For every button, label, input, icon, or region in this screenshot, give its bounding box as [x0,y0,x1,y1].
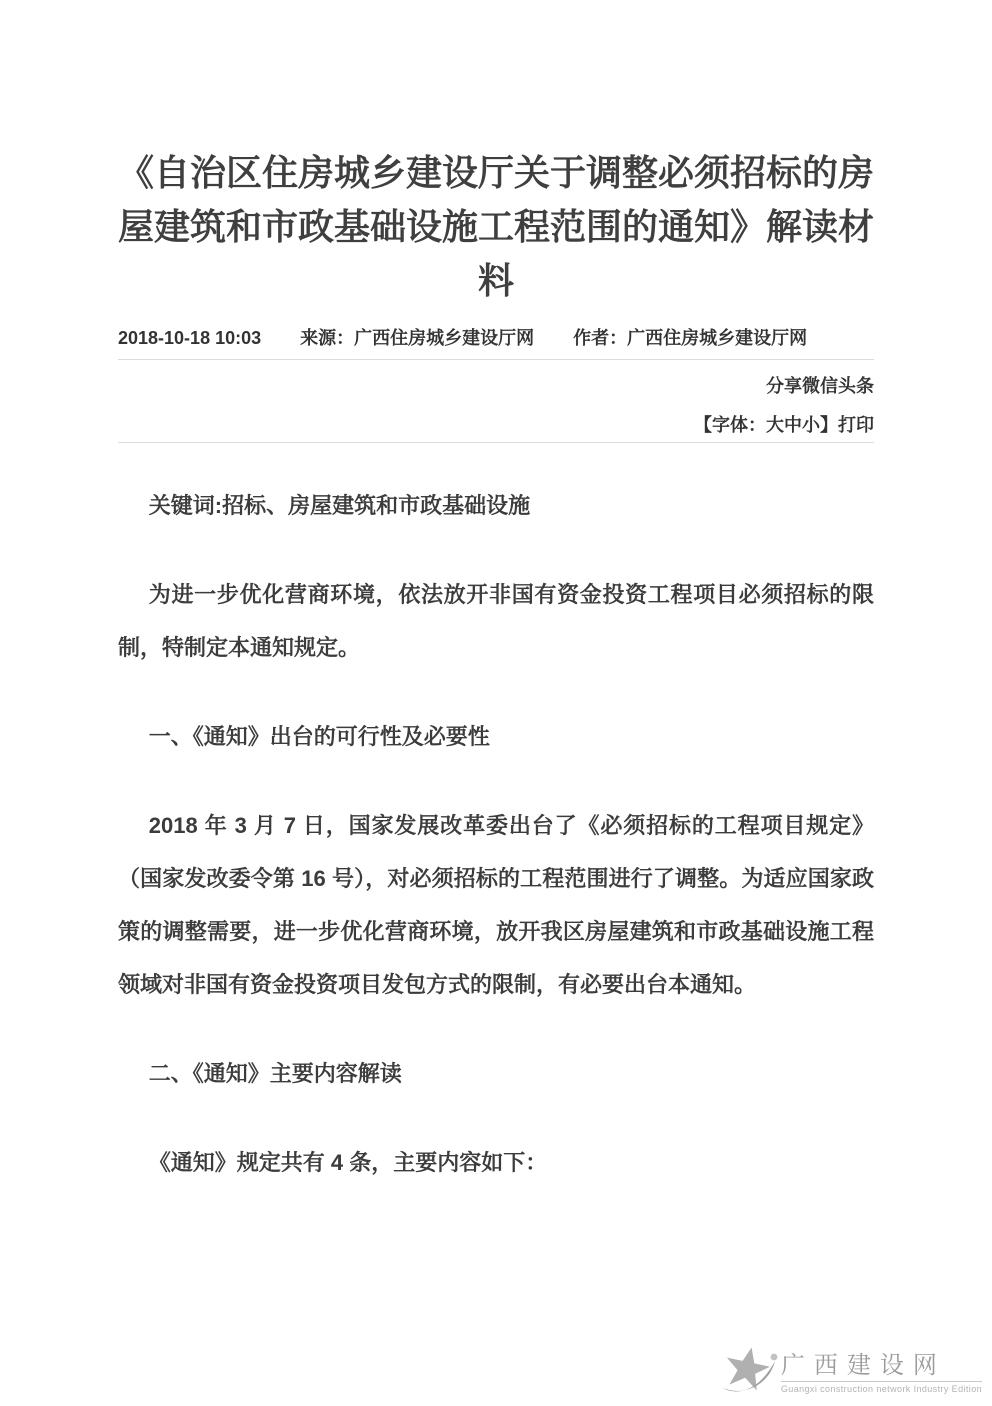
author-field [573,328,807,348]
publish-datetime: 2018-10-18 10:03 [118,328,262,348]
star-swoosh-logo-icon [717,1345,779,1401]
intro-paragraph: 为进一步优化营商环境，依法放开非国有资金投资工程项目必须招标的限制，特制定本通知规定。 [118,582,874,660]
site-watermark [717,1345,982,1401]
font-size-small-button[interactable]: 小 [802,415,820,435]
article-toolbar [118,360,874,443]
font-size-prefix-label: 【字体： [694,415,766,435]
source-field [300,328,534,348]
author-value: 广西住房城乡建设厅网 [627,328,808,348]
watermark-site-name: 广西建设网 [781,1353,982,1382]
watermark-text-block [781,1353,982,1394]
section-1-paragraph: 2018 年 3 月 7 日，国家发展改革委出台了《必须招标的工程项目规定》（国家发改委令第 16 号），对必须招标的工程范围进行了调整。为适应国家政策的调整需要，进一步优化营商环境，放开我区房屋建筑和市政基础设施工程领域对非国有资金投资项目发包方式的限制，有必要出台本通知。 [118,813,874,997]
font-size-medium-button[interactable]: 中 [784,415,802,435]
share-row [118,360,874,397]
author-label: 作者： [573,328,628,348]
article-page [118,0,874,1265]
font-size-suffix-label: 】 [820,415,838,435]
source-value: 广西住房城乡建设厅网 [354,328,535,348]
keywords-line: 关键词:招标、房屋建筑和市政基础设施 [148,493,531,518]
article-meta [118,320,874,360]
section-2-paragraph: 《通知》规定共有 4 条，主要内容如下： [148,1150,548,1175]
font-size-large-button[interactable]: 大 [766,415,784,435]
article-body [118,479,874,1265]
font-print-row [118,397,874,442]
share-links[interactable]: 分享微信头条 [766,376,874,396]
source-label: 来源： [300,328,355,348]
page-title: 《自治区住房城乡建设厅关于调整必须招标的房屋建筑和市政基础设施工程范围的通知》解读材料 [118,152,875,301]
section-2-heading: 二、《通知》主要内容解读 [148,1061,402,1086]
watermark-site-subtitle: Guangxi construction network Industry Edition [780,1383,982,1394]
section-1-heading: 一、《通知》出台的可行性及必要性 [148,724,490,749]
print-button[interactable]: 打印 [838,415,874,435]
